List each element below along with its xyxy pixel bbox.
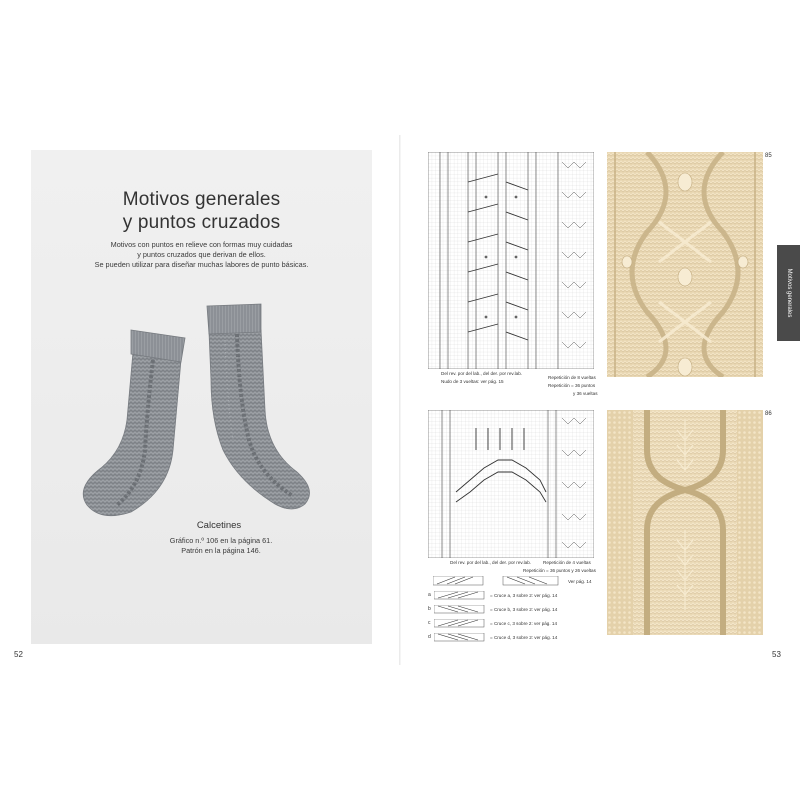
chart-86-number: 86 <box>765 411 772 417</box>
swatch-85-photo <box>607 152 763 377</box>
caption-title: Calcetines <box>196 520 242 531</box>
side-tab-label: Motivos generales <box>785 268 792 318</box>
title-line-1: Motivos generales <box>122 189 281 210</box>
intro-text <box>31 240 372 270</box>
socks-photo <box>31 150 372 644</box>
chart-85-note-left-1: Del rev. por del lab., del der. por rev.lab. <box>441 371 523 376</box>
legend-text-d: = Cruce d, 3 sobre 2: ver pág. 14 <box>490 635 558 640</box>
legend-top-ref: Ver pág. 14 <box>568 579 592 584</box>
legend-letter-d: d <box>428 634 431 640</box>
left-sock <box>83 330 185 516</box>
legend-text-c: = Cruce c, 3 sobre 2: ver pág. 14 <box>490 621 558 626</box>
chart-86-grid <box>428 410 594 558</box>
legend-letter-c: c <box>428 620 431 626</box>
intro-line-2: y puntos cruzados que derivan de ellos. <box>137 250 266 259</box>
chart-85-note-right-2: Repetición = 36 puntos <box>548 383 596 388</box>
legend-row-b <box>428 605 598 615</box>
caption-line-2: Patrón en la página 146. <box>181 546 261 555</box>
legend-row-c <box>428 619 598 629</box>
section-side-tab <box>777 245 800 341</box>
socks-image <box>61 300 321 520</box>
title-line-2: y puntos cruzados <box>122 212 281 233</box>
swatch-86-photo <box>607 410 763 635</box>
legend-letter-b: b <box>428 606 431 612</box>
legend-text-b: = Cruce b, 3 sobre 2: ver pág. 14 <box>490 607 558 612</box>
intro-line-1: Motivos con puntos en relieve con formas muy cuidadas <box>110 240 293 249</box>
legend-text-a: = Cruce a, 3 sobre 2: ver pág. 14 <box>490 593 558 598</box>
chart-85-note-right-3: y 36 vueltas <box>573 391 598 396</box>
chart-86-note-right-1: Repetición de 4 vueltas <box>543 560 591 565</box>
chart-85-grid <box>428 152 594 369</box>
book-spread <box>0 135 800 665</box>
chart-86-note-right-2: Repetición = 36 puntos y 26 vueltas <box>523 568 596 573</box>
section-title <box>31 188 372 234</box>
chart-85-number: 85 <box>765 153 772 159</box>
legend-row-top <box>428 576 603 586</box>
chart-85-note-left-2: Nudo de 3 vueltas: ver pág. 15 <box>441 379 504 384</box>
legend-row-d <box>428 633 598 643</box>
left-page <box>0 135 399 665</box>
right-page-number: 53 <box>772 650 781 659</box>
chart-86-note-left-1: Del rev. por del lab., del der. por rev.lab. <box>450 560 532 565</box>
caption-line-1: Gráfico n.º 106 en la página 61. <box>169 536 273 545</box>
intro-line-3: Se pueden utilizar para diseñar muchas labores de punto básicas. <box>94 260 309 269</box>
legend-row-a <box>428 591 598 601</box>
left-page-number: 52 <box>14 650 23 659</box>
chart-85-note-right-1: Repetición de 8 vueltas <box>548 375 596 380</box>
legend-letter-a: a <box>428 592 431 598</box>
right-sock <box>207 304 310 509</box>
